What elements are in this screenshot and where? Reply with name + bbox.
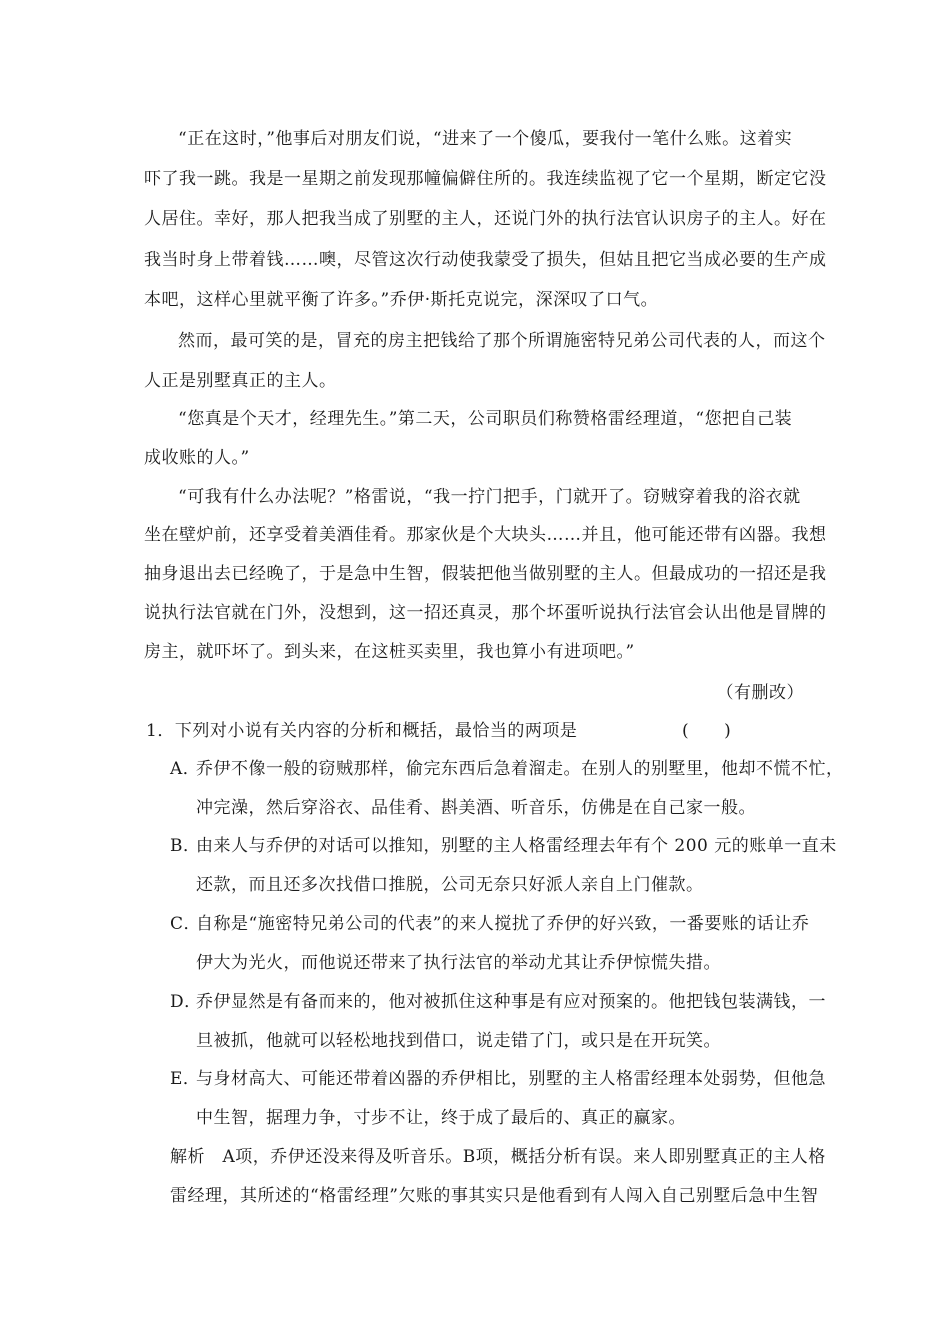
passage-line: 房主，就吓坏了。到头来，在这桩买卖里，我也算小有进项吧。” [144, 642, 635, 662]
passage-line: 成收账的人。” [144, 448, 250, 468]
option-a-line: 冲完澡，然后穿浴衣、品佳肴、斟美酒、听音乐，仿佛是在自己家一般。 [196, 798, 756, 818]
passage-line: 本吧，这样心里就平衡了许多。”乔伊·斯托克说完，深深叹了口气。 [144, 290, 659, 310]
option-e-line: 与身材高大、可能还带着凶器的乔伊相比，别墅的主人格雷经理本处弱势，但他急 [196, 1069, 826, 1089]
passage-line: 人居住。幸好，那人把我当成了别墅的主人，还说门外的执行法官认识房子的主人。好在 [144, 209, 827, 229]
analysis-line: 解析 A项，乔伊还没来得及听音乐。B项，概括分析有误。来人即别墅真正的主人格 [170, 1147, 826, 1167]
option-label-b: B． [170, 836, 201, 856]
question-stem: 1．下列对小说有关内容的分析和概括，最恰当的两项是 [146, 721, 578, 741]
passage-line: 人正是别墅真正的主人。 [144, 371, 337, 391]
option-b-line: 由来人与乔伊的对话可以推知，别墅的主人格雷经理去年有个 200 元的账单一直未 [196, 836, 837, 856]
option-label-c: C． [170, 914, 202, 934]
passage-line: 然而，最可笑的是，冒充的房主把钱给了那个所谓施密特兄弟公司代表的人，而这个 [178, 331, 826, 351]
passage-line: 吓了我一跳。我是一星期之前发现那幢偏僻住所的。我连续监视了它一个星期，断定它没 [144, 169, 827, 189]
passage-line: “您真是个天才，经理先生。”第二天，公司职员们称赞格雷经理道，“您把自己装 [178, 409, 793, 429]
option-c-line: 伊大为光火，而他说还带来了执行法官的举动尤其让乔伊惊慌失措。 [196, 953, 721, 973]
analysis-line: 雷经理，其所述的“格雷经理”欠账的事其实只是他看到有人闯入自己别墅后急中生智 [170, 1186, 819, 1206]
option-b-line: 还款，而且还多次找借口推脱，公司无奈只好派人亲自上门催款。 [196, 875, 704, 895]
option-a-line: 乔伊不像一般的窃贼那样，偷完东西后急着溜走。在别人的别墅里，他却不慌不忙， [196, 759, 844, 779]
option-d-line: 乔伊显然是有备而来的，他对被抓住这种事是有应对预案的。他把钱包装满钱，一 [196, 992, 826, 1012]
option-c-line: 自称是“施密特兄弟公司的代表”的来人搅扰了乔伊的好兴致，一番要账的话让乔 [196, 914, 810, 934]
option-d-line: 旦被抓，他就可以轻松地找到借口，说走错了门，或只是在开玩笑。 [196, 1031, 721, 1051]
option-label-e: E． [170, 1069, 201, 1089]
option-label-d: D． [170, 992, 202, 1012]
passage-line: 说执行法官就在门外，没想到，这一招还真灵，那个坏蛋听说执行法官会认出他是冒牌的 [144, 603, 827, 623]
passage-line: 坐在壁炉前，还享受着美酒佳肴。那家伙是个大块头……并且，他可能还带有凶器。我想 [144, 525, 827, 545]
passage-line: 我当时身上带着钱……噢，尽管这次行动使我蒙受了损失，但姑且把它当成必要的生产成 [144, 250, 827, 270]
source-note: （有删改） [716, 683, 804, 703]
option-e-line: 中生智，据理力争，寸步不让，终于成了最后的、真正的赢家。 [196, 1108, 686, 1128]
passage-line: “正在这时，”他事后对朋友们说，“进来了一个傻瓜，要我付一笔什么账。这着实 [178, 129, 793, 149]
passage-line: “可我有什么办法呢？”格雷说，“我一拧门把手，门就开了。窃贼穿着我的浴衣就 [178, 487, 801, 507]
passage-line: 抽身退出去已经晚了，于是急中生智，假装把他当做别墅的主人。但最成功的一招还是我 [144, 564, 827, 584]
answer-blank: ( ) [682, 721, 732, 741]
option-label-a: A． [170, 759, 201, 779]
